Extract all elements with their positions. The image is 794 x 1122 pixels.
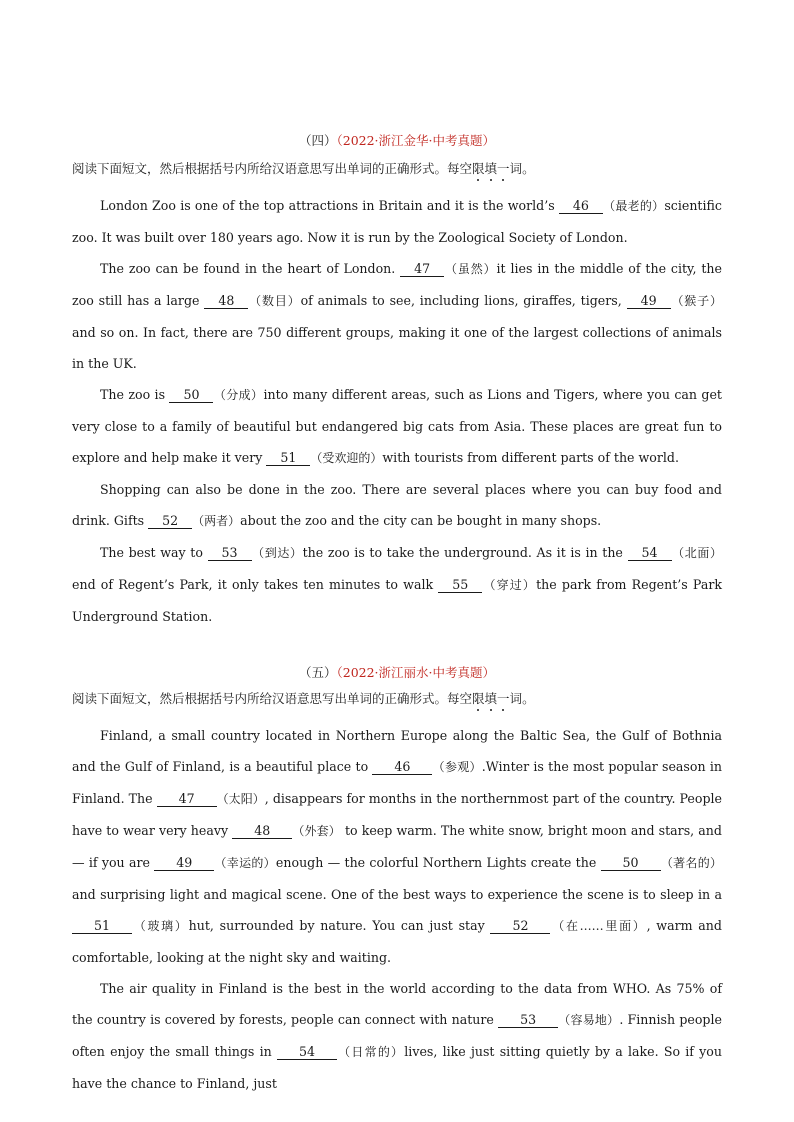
passage-text: London Zoo is one of the top attractions in Britain and it is the world’s [100,198,559,213]
passage-text: Shopping can also be done in the zoo. There are several places where you can buy food and drink. Gifts [72,482,722,528]
passage-text: to keep warm. The white snow, bright moon and stars, and — if you are [72,823,722,870]
chinese-hint: （在……里面） [550,919,647,933]
answer-blank[interactable]: 47 [400,261,444,277]
passage-text: The best way to [100,545,208,560]
section-5-instruction: 阅读下面短文，然后根据括号内所给汉语意思写出单词的正确形式。每空限填一词。 [72,691,535,706]
answer-blank[interactable]: 49 [154,855,214,871]
chinese-hint: （参观） [432,760,482,774]
passage-text: with tourists from different parts of the world. [382,450,679,465]
answer-blank[interactable]: 48 [232,823,292,839]
passage-text: The zoo is [100,387,170,402]
passage-text: , warm and comfortable, looking at the night sky and waiting. [72,918,722,965]
paragraph [72,537,722,632]
chinese-hint: （玻璃） [132,919,189,933]
passage-text: enough — the colorful Northern Lights create the [275,855,601,870]
section-5-number: （五） [298,665,337,680]
passage-text: The air quality in Finland is the best in the world according to the data from WHO. As 75% of the country is covered by forests, people can connect with nature [72,981,722,1027]
chinese-hint: （穿过） [482,578,537,592]
answer-blank[interactable]: 50 [601,855,661,871]
passage-text: , disappears for months in the northernmost part of the country. People have to wear very heavy [72,791,722,838]
passage-text: it lies in the middle of the city, the zoo still has a large [72,261,722,308]
chinese-hint: （受欢迎的） [310,451,383,465]
passage-text: The zoo can be found in the heart of London. [100,261,401,276]
passage-text: scientific zoo. It was built over 180 years ago. Now it is run by the Zoological Society of London. [72,198,722,245]
passage-text: .Winter is the most popular season in Finland. The [72,759,722,806]
answer-blank[interactable]: 53 [498,1012,558,1028]
answer-blank[interactable]: 49 [627,293,671,309]
chinese-hint: （数目） [248,294,301,308]
paragraph [72,474,722,537]
chinese-hint: （分成） [213,388,264,402]
chinese-hint: （容易地） [558,1013,620,1027]
passage-text: . Finnish people often enjoy the small things in [72,1012,722,1059]
passage-text: about the zoo and the city can be bought in many shops. [240,513,602,528]
answer-blank[interactable]: 52 [148,513,192,529]
passage-text: into many different areas, such as Lions and Tigers, where you can get very close to a family of beautiful but endangered big cats from Asia. These places are great fun to explore and help make it very [72,387,722,465]
chinese-hint: （著名的） [660,856,722,870]
chinese-hint: （猴子） [670,294,722,308]
section-5-source: （2022·浙江丽水·中考真题） [336,665,496,680]
chinese-hint: （日常的） [336,1045,405,1059]
paragraph [72,973,722,1099]
section-4-number: （四） [298,133,337,148]
chinese-hint: （最老的） [602,199,665,213]
answer-blank[interactable]: 51 [266,450,310,466]
passage-text: Finland, a small country located in Northern Europe along the Baltic Sea, the Gulf of Bothnia and the Gulf of Finland, is a beautiful place to [72,728,722,774]
answer-blank[interactable]: 47 [157,791,217,807]
section-5-title [0,664,794,682]
answer-blank[interactable]: 55 [438,577,482,593]
answer-blank[interactable]: 48 [204,293,248,309]
answer-blank[interactable]: 51 [72,918,132,934]
section-4-source: （2022·浙江金华·中考真题） [336,133,496,148]
paragraph [72,379,722,474]
paragraph [72,253,722,379]
chinese-hint: （两者） [192,514,241,528]
section-4-instruction: 阅读下面短文，然后根据括号内所给汉语意思写出单词的正确形式。每空限填一词。 [72,161,535,176]
passage-text: of animals to see, including lions, giraffes, tigers, [300,293,627,308]
passage-text: end of Regent’s Park, it only takes ten minutes to walk [72,577,439,592]
chinese-hint: （到达） [251,546,303,560]
answer-blank[interactable]: 52 [490,918,550,934]
answer-blank[interactable]: 54 [277,1044,337,1060]
chinese-hint: （外套） [292,824,341,838]
answer-blank[interactable]: 50 [169,387,213,403]
chinese-hint: （幸运的） [214,856,276,870]
paragraph [72,190,722,253]
answer-blank[interactable]: 46 [559,198,603,214]
passage-text: hut, surrounded by nature. You can just stay [188,918,491,933]
answer-blank[interactable]: 53 [208,545,252,561]
chinese-hint: （太阳） [216,792,265,806]
passage-text: the park from Regent’s Park Underground Station. [72,577,722,624]
passage-text: and surprising light and magical scene. One of the best ways to experience the scene is to sleep in a [72,887,722,902]
passage-text: the zoo is to take the underground. As it is in the [302,545,628,560]
answer-blank[interactable]: 46 [372,759,432,775]
answer-blank[interactable]: 54 [628,545,672,561]
passage-text: lives, like just sitting quietly by a lake. So if you have the chance to Finland, just [72,1044,722,1091]
section-4-title [0,132,794,150]
chinese-hint: （北面） [671,546,722,560]
paragraph [72,720,722,973]
chinese-hint: （虽然） [444,262,497,276]
passage-text: and so on. In fact, there are 750 different groups, making it one of the largest collections of animals in the UK. [72,325,722,371]
